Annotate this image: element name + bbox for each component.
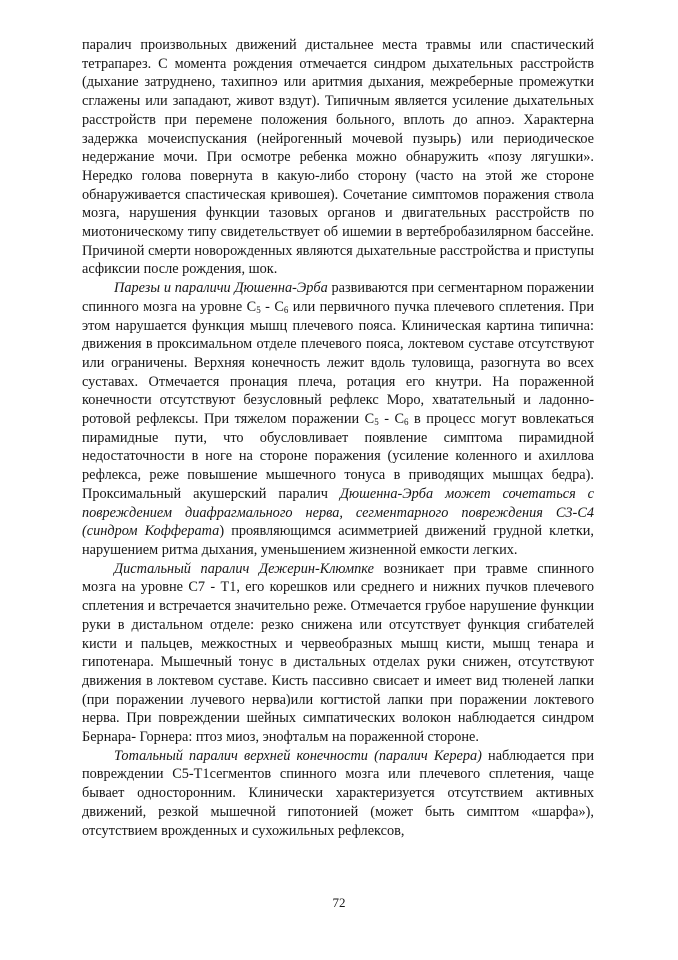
subscript: 6 (283, 304, 289, 315)
paragraph-text: - C (378, 411, 405, 428)
section-title-dejerine-klumpke: Дистальный паралич Дежерин-Клюмпке (114, 560, 374, 577)
paragraph-text: - C (260, 298, 284, 315)
paragraph-text: в процесс могут вовлекаться пирамидные пути, что обусловливает появление симптома пирамидной недостаточности в ноге на стороне поражения (усиление коленного и ахиллова рефлекса, реже повышение мышечного тонуса в приводящих мышцах бедра). Проксимальный акушерский паралич (82, 411, 595, 502)
page-number: 72 (332, 895, 346, 910)
paragraph-spinal-injury (82, 36, 594, 279)
paragraph-text: паралич произвольных движений дистальнее места травмы или спастический тетрапарез. С момента рождения отмечается синдром дыхательных расстройств (дыхание затруднено, тахипноэ или аритмия дыхания, межреберные промежутки сглажены или западают, живот вздут). Типичным является усиление дыхательных расстройств при перемене положения больного, вплоть до апноэ. Характерна задержка мочеиспускания (нейрогенный мочевой пузырь) или периодическое недержание мочи. При осмотре ребенка можно обнаружить «позу лягушки». Нередко голова повернута в какую-либо сторону (часто на этой же стороне обнаруживается спастическая кривошея). Сочетание симптомов поражения ствола мозга, нарушения функции тазовых органов и двигательных расстройств по миотоническому типу свидетельствует об ишемии в вертебробазилярном бассейне. Причиной смерти новорожденных являются дыхательные расстройства и приступы асфиксии после рождения, шок. (82, 37, 594, 278)
paragraph-duchenne-erb (82, 279, 594, 560)
subscript: 6 (404, 417, 409, 428)
paragraph-kerer (82, 747, 594, 841)
section-title-kerer: Тотальный паралич верхней конечности (паралич Керера) (114, 747, 482, 764)
page-body (82, 36, 594, 840)
italic-text: Дюшенна-Эрба может сочетаться с повреждением диафрагмального нерва, сегментарного повреждения С3-С4 (синдром Кофферата (82, 485, 594, 540)
paragraph-text: ) проявляющимся асимметрией движений грудной клетки, нарушением ритма дыхания, уменьшением жизненной емкости легких. (82, 523, 594, 558)
subscript: 5 (256, 304, 261, 315)
paragraph-text: наблюдается при повреждении С5-Т1сегментов спинного мозга или плечевого сплетения, чаще бывает односторонним. Клинически характеризуется отсутствием активных движений, резкой мышечной гипотонией (может быть симптом «шарфа»), отсутствием врожденных и сухожильных рефлексов, (82, 747, 594, 839)
paragraph-text: или первичного пучка плечевого сплетения. При этом нарушается функция мышц плечевого пояса. Клиническая картина типична: движения в проксимальном отделе плечевого пояса, локтевом суставе отсутствуют или ограничены. Верхняя конечность лежит вдоль туловища, разогнута во всех суставах. Отмечается пронация плеча, ротация его кнутри. На пораженной конечности отсутствуют безусловный рефлекс Моро, хватательный и ладонно-ротовой рефлексы. При тяжелом поражении C (82, 298, 594, 428)
section-title-duchenne-erb: Парезы и параличи Дюшенна-Эрба (114, 280, 328, 297)
subscript: 5 (374, 417, 379, 428)
paragraph-text: развиваются при сегментарном поражении спинного мозга на уровне C (82, 280, 594, 315)
paragraph-text: возникает при травме спинного мозга на уровне С7 - Т1, его корешков или среднего и нижних пучков плечевого сплетения и встречается значительно реже. Отмечается грубое нарушение функции руки в дистальном отделе: резко снижена или отсутствует функция сгибателей кисти и пальцев, межкостных и червеобразных мышц кисти, мышц тенара и гипотенара. Мышечный тонус в дистальных отделах руки снижен, отсутствуют движения в локтевом суставе. Кисть пассивно свисает и имеет вид тюленей лапки (при поражении лучевого нерва)или когтистой лапки при поражении локтевого нерва. При повреждении шейных симпатических волокон наблюдается синдром Бернара- Горнера: птоз миоз, энофтальм на пораженной стороне. (82, 560, 594, 746)
paragraph-dejerine-klumpke (82, 560, 594, 747)
